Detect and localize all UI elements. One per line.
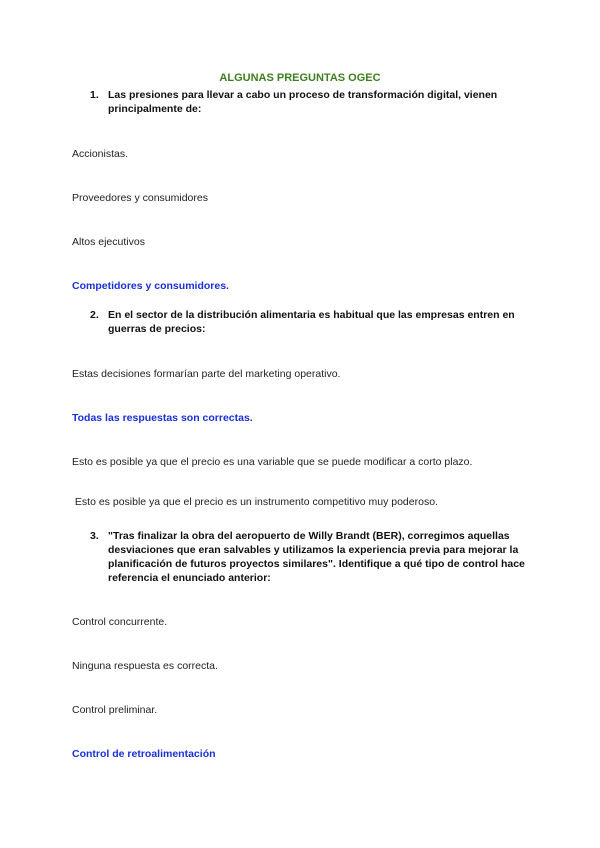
option-text: Proveedores y consumidores	[72, 192, 208, 204]
option-text: Control concurrente.	[72, 616, 168, 628]
question-text: "Tras finalizar la obra del aeropuerto de Willy Brandt (BER), corregimos aquellas desviaciones que eran salvables y utilizamos la experiencia previa para mejorar la planificación de futuros proyectos similares". Identifique a qué tipo de control hace referencia el enunciado anterior:	[108, 530, 525, 584]
option-text: Altos ejecutivos	[72, 236, 145, 248]
question-number: 3.	[90, 530, 99, 542]
option-text: Esto es posible ya que el precio es una variable que se puede modificar a corto plazo.	[72, 456, 473, 468]
correct-answer: Todas las respuestas son correctas.	[72, 412, 253, 424]
option-text: Control preliminar.	[72, 704, 158, 716]
option-text: Esto es posible ya que el precio es un instrumento competitivo muy poderoso.	[72, 496, 438, 508]
question-number: 2.	[90, 309, 99, 321]
question-1	[90, 88, 530, 116]
document-title: ALGUNAS PREGUNTAS OGEC	[219, 72, 381, 84]
correct-answer: Control de retroalimentación	[72, 748, 216, 760]
option-text: Ninguna respuesta es correcta.	[72, 660, 218, 672]
question-text: Las presiones para llevar a cabo un proceso de transformación digital, vienen principalmente de:	[108, 89, 498, 115]
question-number: 1.	[90, 89, 99, 101]
correct-answer: Competidores y consumidores.	[72, 280, 229, 292]
question-text: En el sector de la distribución alimentaria es habitual que las empresas entren en guerras de precios:	[108, 309, 515, 335]
option-text: Accionistas.	[72, 148, 129, 160]
option-text: Estas decisiones formarían parte del marketing operativo.	[72, 368, 341, 380]
question-2	[90, 308, 530, 336]
question-3	[90, 529, 530, 585]
